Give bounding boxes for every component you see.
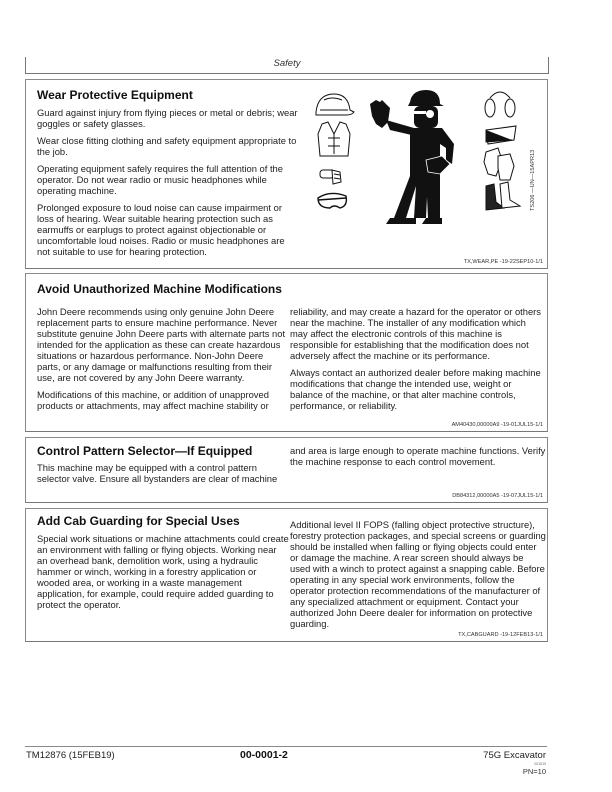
- paragraph: reliability, and may create a hazard for the operator or others near the machine. The installer of any modification which may affect the electronic controls of this machine is responsible for establishing that the modification does not adversely affect the machine or its performance.: [290, 306, 541, 361]
- face-shield-icon: [486, 126, 516, 144]
- right-column: [290, 519, 546, 635]
- earmuffs-icon: [485, 92, 515, 117]
- worker-silhouette-icon: [370, 90, 454, 224]
- paragraph: Wear close fitting clothing and safety equipment appropriate to the job.: [37, 135, 297, 157]
- ppe-illustration: [306, 86, 541, 246]
- section-body: [37, 107, 299, 263]
- goggles-icon: [318, 193, 346, 208]
- section-title: Control Pattern Selector—If Equipped: [37, 444, 253, 458]
- reference-code: AM40430,00000A9 -19-01JUL15-1/1: [451, 422, 543, 428]
- section-avoid-unauthorized-modifications: [25, 273, 548, 432]
- footer-manual-id: TM12876 (15FEB19): [26, 750, 115, 761]
- left-column: [37, 462, 289, 490]
- paragraph: Additional level II FOPS (falling object protective structure), forestry protection packages, and special screens or guarding should be installed when falling or flying objects could enter or damage the machine. A rear screen should always be used with a winch to protect against a snapping cable. Before operating in any special work environments, follow the operator protection recommendations of the manufacturer of any specialized attachment or equipment. Contact your authorized John Deere dealer for information on protective guarding.: [290, 519, 546, 629]
- section-title: Wear Protective Equipment: [37, 88, 193, 102]
- section-title: Avoid Unauthorized Machine Modifications: [37, 282, 282, 296]
- figure-caption: TS206 —UN—15APR13: [530, 149, 536, 211]
- boots-icon: [486, 182, 520, 210]
- paragraph: This machine may be equipped with a control pattern selector valve. Ensure all bystanders are clear of machine: [37, 462, 278, 484]
- reference-code: TX,WEAR,PE -19-22SEP10-1/1: [463, 259, 543, 265]
- reference-code: DB84312,00000A5 -19-07JUL15-1/1: [452, 493, 543, 499]
- ppe-figure-icon: [306, 86, 541, 246]
- hard-hat-icon: [316, 94, 354, 115]
- footer-date-code: 021519: [534, 762, 546, 766]
- footer-pn: PN=10: [522, 767, 546, 776]
- paragraph: and area is large enough to operate machine functions. Verify the machine response to each control movement.: [290, 445, 546, 467]
- paragraph: John Deere recommends using only genuine John Deere replacement parts to ensure machine performance. Never substitute genuine John Deere parts with alternate parts not intended for the application as these can create hazardous situations or hazardous performance. Non-John Deere parts, or any damage or malfunctions resulting from their use, are not covered by any John Deere warranty.: [37, 306, 286, 383]
- reference-code: TX,CABGUARD -19-12FEB13-1/1: [458, 632, 543, 638]
- paragraph: Special work situations or machine attachments could create an environment with falling or flying objects. Working near an overhead bank, demolition work, using a hydraulic hammer or winch, working in a forestry application or wooded area, or working in a waste management application, for example, could require added guarding to protect the operator.: [37, 533, 289, 610]
- footer-divider: [25, 746, 547, 747]
- section-wear-protective-equipment: [25, 79, 548, 269]
- paragraph: Prolonged exposure to loud noise can cause impairment or loss of hearing. Wear suitable hearing protection such as earmuffs or earplugs to protect against objectionable or uncomfortable loud noises. Radio or music headphones are not suitable to use for hearing protection.: [37, 202, 285, 257]
- right-column: [290, 306, 542, 417]
- header-title: Safety: [273, 58, 301, 69]
- left-column: [37, 533, 289, 616]
- gloves-icon: [484, 148, 514, 180]
- running-header: [25, 57, 549, 74]
- section-add-cab-guarding: [25, 508, 548, 642]
- section-control-pattern-selector: [25, 437, 548, 503]
- respirator-icon: [320, 170, 341, 184]
- section-title: Add Cab Guarding for Special Uses: [37, 514, 240, 528]
- right-column: [290, 445, 546, 473]
- footer-model: 75G Excavator: [483, 750, 546, 761]
- paragraph: Operating equipment safely requires the full attention of the operator. Do not wear radio or music headphones while operating machine.: [37, 163, 283, 196]
- footer-page-number: 00-0001-2: [240, 749, 288, 761]
- paragraph: Guard against injury from flying pieces or metal or debris; wear goggles or safety glasses.: [37, 107, 298, 129]
- paragraph: Always contact an authorized dealer before making machine modifications that change the intended use, weight or balance of the machine, or that alter machine controls, performance, or reliability.: [290, 367, 541, 411]
- safety-vest-icon: [318, 122, 350, 156]
- paragraph: Modifications of this machine, or addition of unapproved products or attachments, may affect machine stability or: [37, 389, 269, 411]
- left-column: [37, 306, 289, 417]
